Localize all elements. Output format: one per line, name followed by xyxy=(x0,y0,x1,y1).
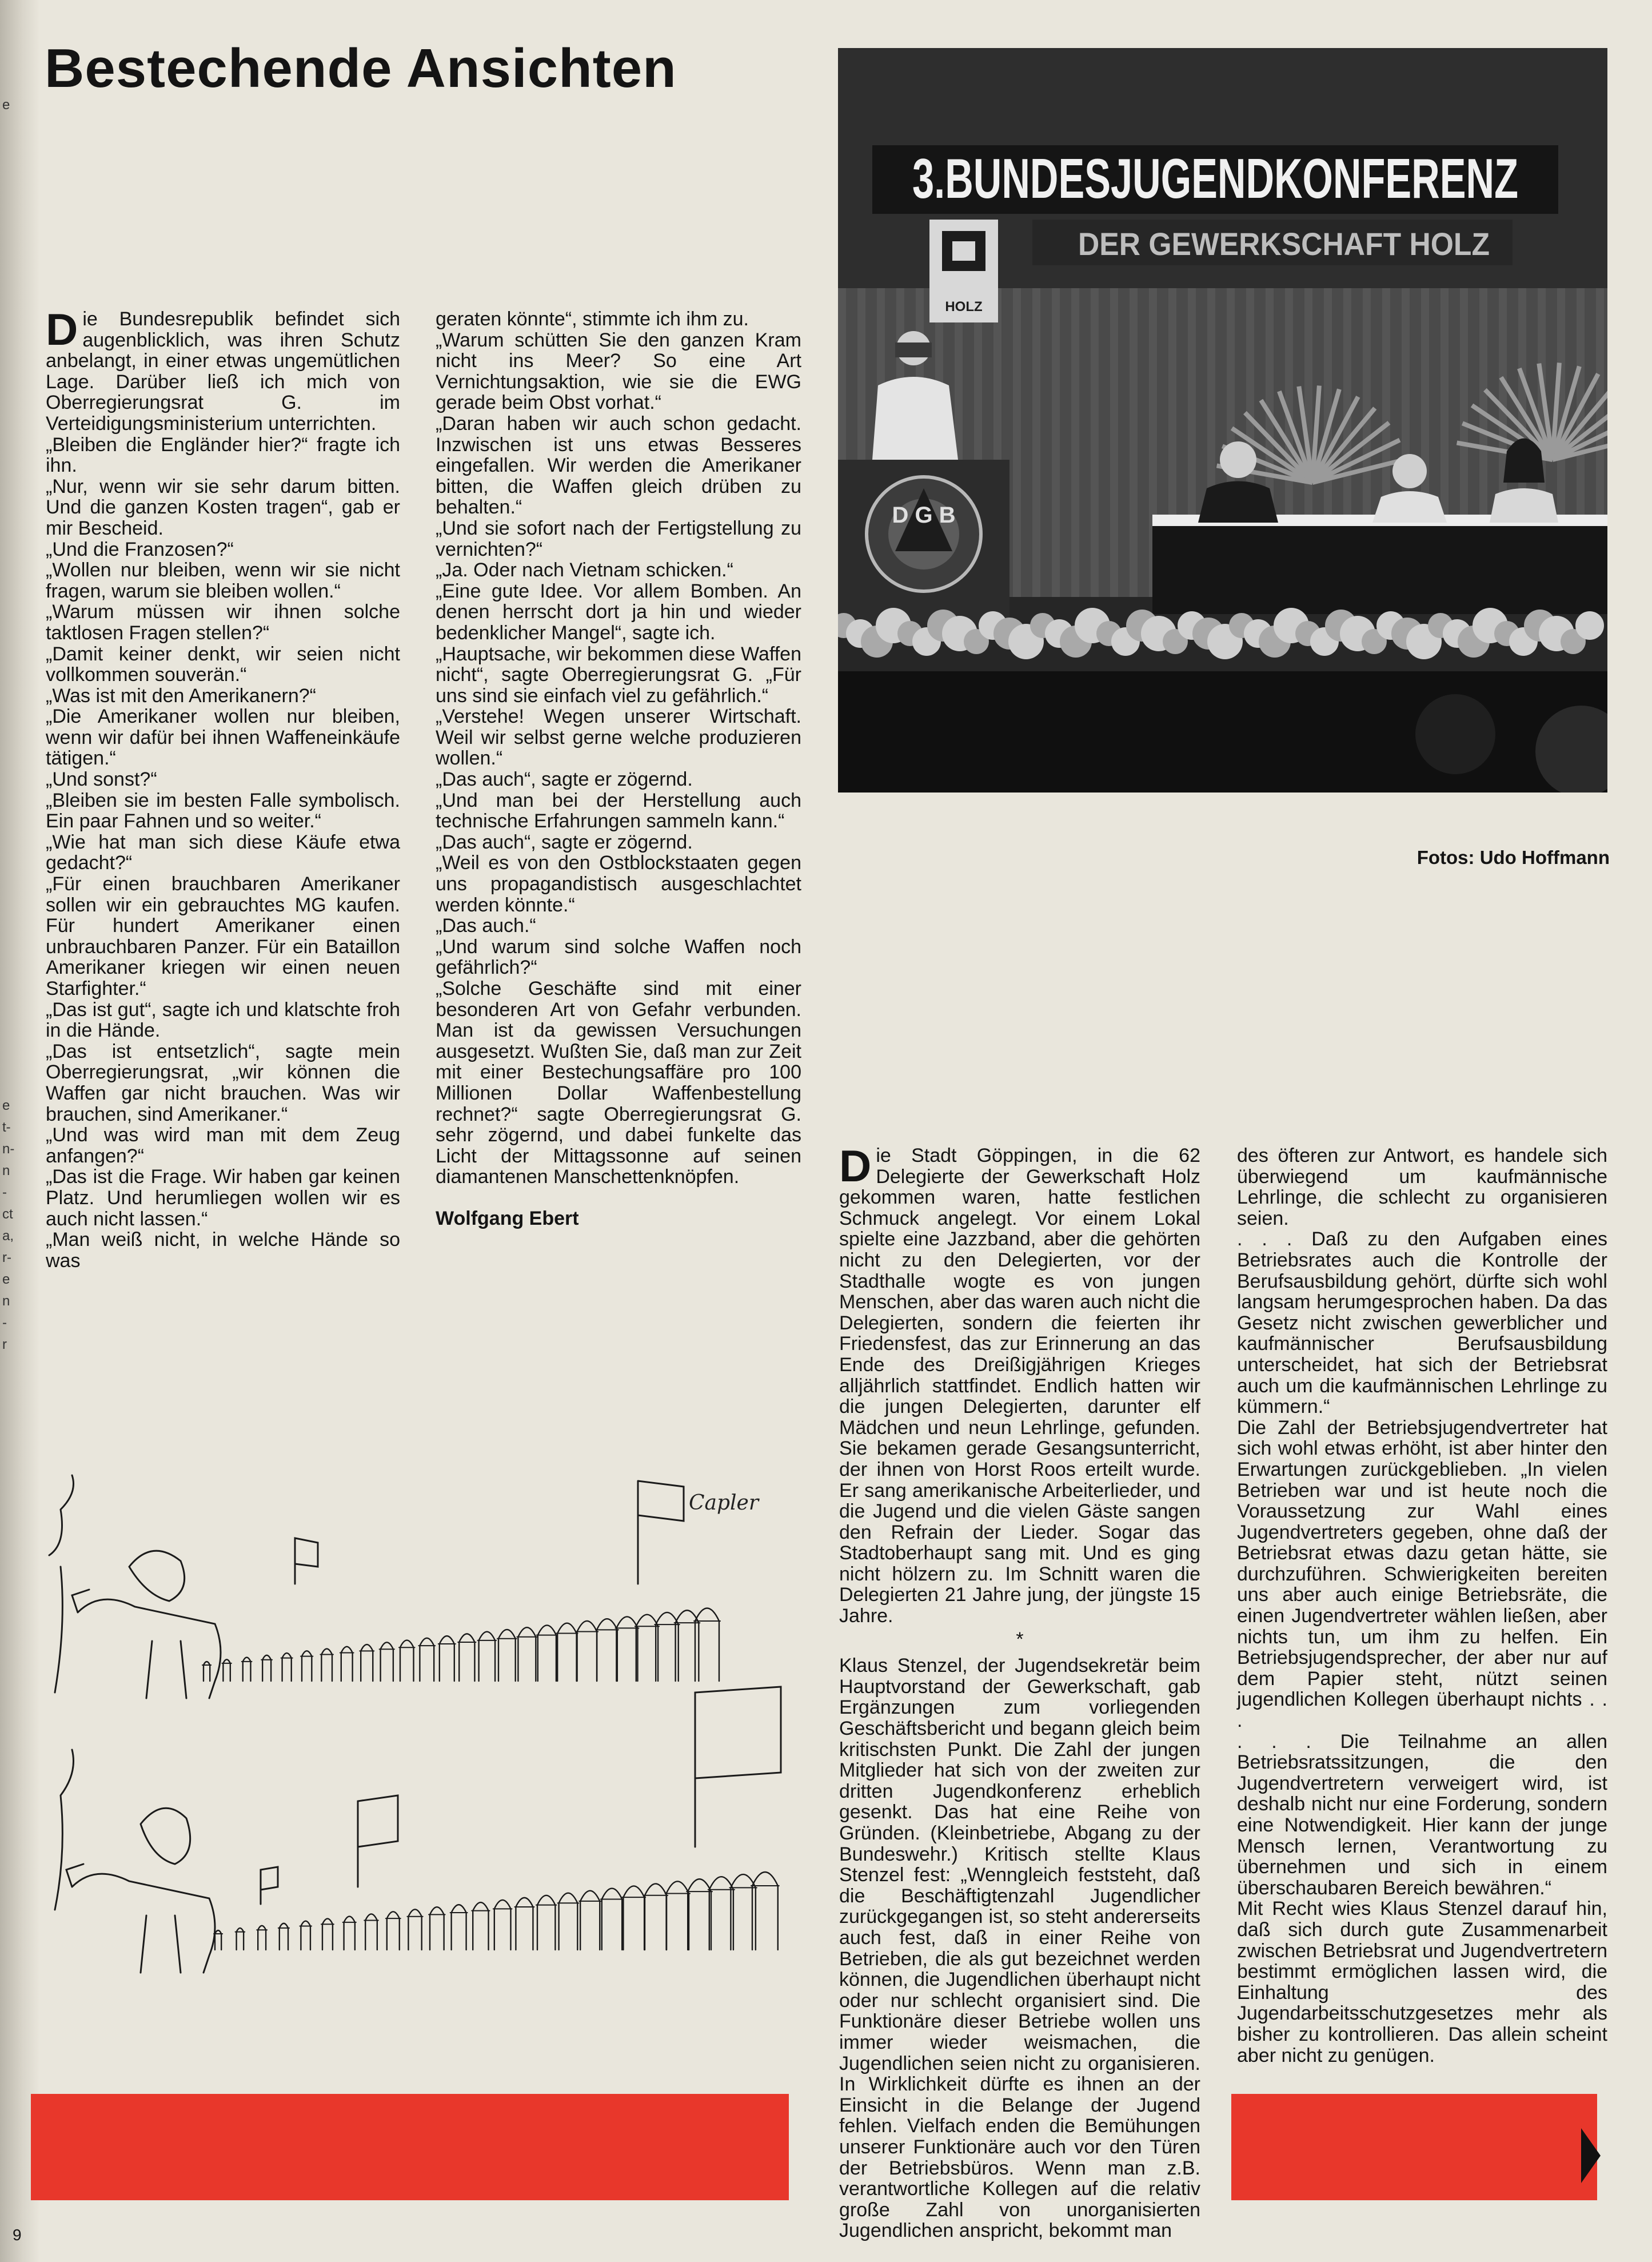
cartoon-signature: Capler xyxy=(688,1491,759,1515)
paragraph-text: „Was ist mit den Amerikanern?“ xyxy=(46,684,316,707)
paragraph xyxy=(46,476,400,539)
conference-photo-image xyxy=(838,48,1607,793)
paragraph xyxy=(436,853,801,915)
paragraph-text: „Und man bei der Herstellung auch technische Erfahrungen sammeln kann.“ xyxy=(436,789,801,833)
paragraph-text: Die Zahl der Betriebsjugendvertreter hat sich wohl etwas erhöht, ist aber hinter den Erwartungen zurückgeblieben. „In vielen Betrieben war und ist heute noch die Voraussetzung zur Wahl eines Jugendvertreters gegeben, ohne daß der Betriebsrat etwas dazu getan hätte, sie durchzuführen. Schwierigkeiten bereiten uns aber auch einige Betriebsräte, die einen Jugendvertreter wählen ließen, aber nichts tun, um ihm zu helfen. Ein Betriebsjugendsprecher, der aber nur auf dem Papier steht, nützt seinen jugendlichen Kollegen überhaupt nichts . . . xyxy=(1237,1416,1607,1732)
paragraph-text: „Und was wird man mit dem Zeug anfangen?“ xyxy=(46,1124,400,1167)
paragraph-text: „Und sie sofort nach der Fertigstellung zu vernichten?“ xyxy=(436,517,801,560)
paragraph xyxy=(1237,1417,1607,1731)
paragraph-text: „Das ist entsetzlich“, sagte mein Oberregierungsrat, „wir können die Waffen gar nicht brauchen. Was wir brauchen, sind Amerikaner.“ xyxy=(46,1040,400,1125)
paragraph-text: „Warum schütten Sie den ganzen Kram nicht ins Meer? So eine Art Vernichtungsaktion, wie sie die EWG gerade beim Obst vorhat.“ xyxy=(436,329,801,414)
paragraph xyxy=(839,1655,1200,2241)
gutter-fragment: e xyxy=(2,97,10,113)
paragraph xyxy=(436,978,801,1188)
paragraph xyxy=(46,790,400,832)
paragraph-text: „Bleiben die Engländer hier?“ fragte ich ihn. xyxy=(46,433,400,477)
paragraph-text: Mit Recht wies Klaus Stenzel darauf hin, daß sich durch gute Zusammenarbeit zwischen Betriebsrat und Jugendvertretern bestimmt ermöglichen lassen wird, die Einhaltung des Jugendarbeitsschutzgesetzes mehr als bisher zu kontrollieren. Das allein scheint aber nicht zu genügen. xyxy=(1237,1898,1607,2066)
gutter-fragment: a, xyxy=(2,1228,14,1244)
paragraph xyxy=(436,832,801,853)
paragraph-text: „Solche Geschäfte sind mit einer besonderen Art von Gefahr verbunden. Man ist da gewissen Versuchungen ausgesetzt. Wußten Sie, daß man zur Zeit mit einer Bestechungsaffäre pro 100 Millionen Dollar Waffenbestellung rechnet?“ sagte Oberregierungsrat G. sehr zögernd, und dabei funkelte das Licht der Mittagssonne auf seinen diamantenen Manschettenknöpfen. xyxy=(436,978,801,1188)
paragraph-text: ie Bundesrepublik befindet sich augenblicklich, was ihren Schutz anbelangt, in einer etwas ungemütlichen Lage. Darüber ließ ich mich von Oberregierungsrat G. im Verteidigungsministerium unterrichten. xyxy=(46,308,400,435)
union-logo xyxy=(929,220,998,322)
paragraph-text: . . . Daß zu den Aufgaben eines Betriebsrates auch die Kontrolle der Berufsausbildung gehört, dürfte sich wohl langsam herumgesprochen haben. Da das Gesetz nicht zwischen gewerblicher und kaufmännischer Berufsausbildung unterscheidet, hat sich der Betriebsrat auch um die kaufmännischen Lehrlinge zu kümmern.“ xyxy=(1237,1228,1607,1418)
paragraph-text: „Das ist gut“, sagte ich und klatschte froh in die Hände. xyxy=(46,998,400,1042)
paragraph xyxy=(46,686,400,707)
drop-cap: D xyxy=(46,304,78,355)
paragraph-text: „Das ist die Frage. Wir haben gar keinen Platz. Und herumliegen wollen wir es auch nicht lassen.“ xyxy=(46,1166,400,1230)
paragraph-text: „Für einen brauchbaren Amerikaner sollen wir ein gebrauchtes MG kaufen. Für hundert Amerikaner einen unbrauchbaren Panzer. Für ein Bataillon Amerikaner kriegen wir einen neuen Starfighter.“ xyxy=(46,873,400,999)
conference-photo xyxy=(838,48,1607,793)
paragraph-text: „Damit keiner denkt, wir seien nicht vollkommen souverän.“ xyxy=(46,643,400,686)
logo-text: HOLZ xyxy=(945,299,983,314)
paragraph-text: . . . Die Teilnahme an allen Betriebsratssitzungen, die den Jugendvertretern verweigert wird, ist deshalb nicht nur eine Forderung, sondern eine Notwendigkeit. Hier kann der junge Mensch lernen, Verantwortung zu übernehmen und sich in einem überschaubaren Bereich bewähren.“ xyxy=(1237,1730,1607,1899)
headline: Bestechende Ansichten xyxy=(45,38,677,99)
paragraph xyxy=(46,1166,400,1229)
paragraph-text: „Bleiben sie im besten Falle symbolisch. Ein paar Fahnen und so weiter.“ xyxy=(46,789,400,833)
paragraph xyxy=(436,915,801,937)
author-byline: Wolfgang Ebert xyxy=(436,1207,579,1229)
paragraph xyxy=(1237,1229,1607,1417)
paragraph-text: geraten könnte“, stimmte ich ihm zu. xyxy=(436,308,749,330)
paragraph-text: „Wollen nur bleiben, wenn wir sie nicht fragen, warum sie bleiben wollen.“ xyxy=(46,559,400,602)
paragraph-text: „Nur, wenn wir sie sehr darum bitten. Und die ganzen Kosten tragen“, gab er mir Bescheid. xyxy=(46,475,400,539)
cartoon-illustration xyxy=(43,1452,787,1996)
paragraph xyxy=(1237,1898,1607,2066)
article2-column1 xyxy=(839,1141,1200,2242)
article2-column2 xyxy=(1237,1145,1607,2066)
paragraph xyxy=(46,1125,400,1166)
paragraph xyxy=(1237,1731,1607,1899)
gutter-fragment: n xyxy=(2,1293,10,1309)
red-accent-bar-right xyxy=(1231,2094,1597,2200)
paragraph xyxy=(1237,1145,1607,1229)
paragraph xyxy=(46,999,400,1041)
section-separator xyxy=(839,1629,1200,1650)
paragraph xyxy=(46,644,400,686)
paragraph xyxy=(46,874,400,999)
paragraph xyxy=(436,937,801,978)
paragraph xyxy=(436,706,801,769)
paragraph-text: „Das auch“, sagte er zögernd. xyxy=(436,768,693,791)
paragraph-text: „Und warum sind solche Waffen noch gefährlich?“ xyxy=(436,935,801,979)
cartoon-drawing xyxy=(43,1452,787,1996)
paragraph xyxy=(46,832,400,874)
paragraph-text: ie Stadt Göppingen, in die 62 Delegierte der Gewerkschaft Holz gekommen waren, hatte festlichen Schmuck angelegt. Vor einem Lokal spielte eine Jazzband, aber die gehörten nicht zu den Delegierten, vor der Stadthalle wogte es von jungen Menschen, aber das waren auch nicht die Delegierten, sondern die feierten ihr Friedensfest, das zur Erinnerung an das Ende des Dreißigjährigen Krieges alljährlich stattfindet. Endlich hatten wir die jungen Delegierten, darunter elf Mädchen und neun Lehrlinge, gefunden. Sie bekamen gerade Gesangsunterricht, der ihnen von Horst Roos erteilt wurde. Er sang amerikanische Arbeiterlieder, und die Jugend und die vielen Gäste sangen den Refrain der Lieder. Sogar das Stadtoberhaupt sang mit. Und es ging nicht hölzern zu. Im Schnitt waren die Delegierten 21 Jahre jung, der jüngste 15 Jahre. xyxy=(839,1145,1200,1627)
podium-letters: D G B xyxy=(892,503,956,528)
paragraph-text: „Verstehe! Wegen unserer Wirtschaft. Weil wir selbst gerne welche produzieren wollen.“ xyxy=(436,706,801,770)
gutter-fragment: r- xyxy=(2,1250,11,1265)
paragraph xyxy=(436,330,801,413)
paragraph-text: „Das auch.“ xyxy=(436,915,536,937)
paragraph xyxy=(46,706,400,769)
paragraph-text: „Eine gute Idee. Vor allem Bomben. An denen herrscht dort ja hin und wieder bedenklicher Mangel“, sagte ich. xyxy=(436,580,801,644)
lectern xyxy=(838,460,1009,631)
article1-column1 xyxy=(46,304,400,1272)
paragraph xyxy=(46,769,400,790)
paragraph xyxy=(46,560,400,602)
banner-subtitle: DER GEWERKSCHAFT HOLZ xyxy=(1078,226,1490,262)
paragraph-text: „Warum müssen wir ihnen solche taktlosen Fragen stellen?“ xyxy=(46,601,400,644)
paragraph xyxy=(46,539,400,560)
paragraph-text: „Man weiß nicht, in welche Hände so was xyxy=(46,1229,400,1272)
paragraph-text: „Das auch“, sagte er zögernd. xyxy=(436,831,693,853)
paragraph-text: Klaus Stenzel, der Jugendsekretär beim Hauptvorstand der Gewerkschaft, gab Ergänzungen zum vorliegenden Geschäftsbericht und begann gleich beim kritischsten Punkt. Die Zahl der jungen Mitglieder hat sich von der zweiten zur dritten Jugendkonferenz erheblich gesenkt. Das hat eine Reihe von Gründen. (Kleinbetriebe, Abgang zu der Bundeswehr.) Kritisch stellte Klaus Stenzel fest: „Wenngleich feststeht, daß die Beschäftigtenzahl Jugendlicher zurückgegangen ist, so steht andererseits auch fest, daß in einer Reihe von Betrieben, die als gut bezeichnet werden können, die Jugendlichen überhaupt nicht oder nur schlecht organisiert sind. Die Funktionäre dieser Betriebe wollen uns immer wieder weismachen, die Jugendlichen seien nicht zu organisieren. In Wirklichkeit dürfte es ihnen an der Einsicht in die Belange der Jugend fehlen. Vielfach enden die Bemühungen unserer Funktionäre auch vor den Türen der Betriebsbüros. Wenn man z.B. verantwortliche Kollegen auf die relativ große Zahl von unorganisierten Jugendlichen anspricht, bekommt man xyxy=(839,1655,1200,2242)
paragraph xyxy=(46,435,400,476)
paragraph xyxy=(436,581,801,644)
paragraph xyxy=(436,769,801,790)
paragraph xyxy=(46,602,400,643)
paragraph-text: * xyxy=(1016,1628,1024,1650)
paragraph xyxy=(46,1229,400,1271)
gutter-fragment: - xyxy=(2,1185,7,1200)
paragraph xyxy=(436,560,801,581)
photo-caption: Fotos: Udo Hoffmann xyxy=(1416,847,1610,868)
paragraph xyxy=(436,413,801,518)
gutter-fragment: r xyxy=(2,1337,7,1352)
gutter-fragment: n- xyxy=(2,1141,15,1157)
paragraph xyxy=(436,790,801,832)
paragraph-text: „Ja. Oder nach Vietnam schicken.“ xyxy=(436,559,733,582)
paragraph-lead xyxy=(839,1141,1200,1627)
red-accent-bar-left xyxy=(31,2094,789,2200)
paragraph xyxy=(46,1041,400,1125)
paragraph-lead xyxy=(46,304,400,435)
paragraph-text: des öfteren zur Antwort, es handele sich überwiegend um kaufmännische Lehrlinge, die schlecht zu organisieren seien. xyxy=(1237,1145,1607,1229)
gutter-fragment: e xyxy=(2,1272,10,1287)
paragraph-text: „Und sonst?“ xyxy=(46,768,157,791)
paragraph-text: „Weil es von den Ostblockstaaten gegen uns propagandistisch ausgeschlachtet werden könnte.“ xyxy=(436,852,801,916)
continue-arrow-icon xyxy=(1581,2128,1601,2183)
drop-cap: D xyxy=(839,1141,872,1191)
paragraph-text: „Und die Franzosen?“ xyxy=(46,538,234,560)
gutter-fragment: ct xyxy=(2,1206,13,1222)
gutter-fragment: t- xyxy=(2,1120,11,1135)
gutter-fragment: e xyxy=(2,1098,10,1113)
paragraph xyxy=(436,309,801,330)
paragraph-text: „Daran haben wir auch schon gedacht. Inzwischen ist uns etwas Besseres eingefallen. Wir werden die Amerikaner bitten, die Waffen gleich drüben zu behalten.“ xyxy=(436,412,801,519)
banner-title: 3.BUNDESJUGENDKONFERENZ xyxy=(912,147,1518,210)
page-number: 9 xyxy=(13,2226,22,2244)
paragraph-text: „Hauptsache, wir bekommen diese Waffen nicht“, sagte Oberregierungsrat G. „Für uns sind sie einfach viel zu gefährlich.“ xyxy=(436,643,801,707)
paragraph-text: „Die Amerikaner wollen nur bleiben, wenn wir dafür bei ihnen Waffeneinkäufe tätigen.“ xyxy=(46,706,400,770)
article1-column2 xyxy=(436,309,801,1229)
gutter-fragment: - xyxy=(2,1315,7,1331)
paragraph xyxy=(436,644,801,707)
paragraph-text: „Wie hat man sich diese Käufe etwa gedacht?“ xyxy=(46,831,400,874)
gutter-fragment: n xyxy=(2,1163,10,1178)
paragraph xyxy=(436,518,801,560)
